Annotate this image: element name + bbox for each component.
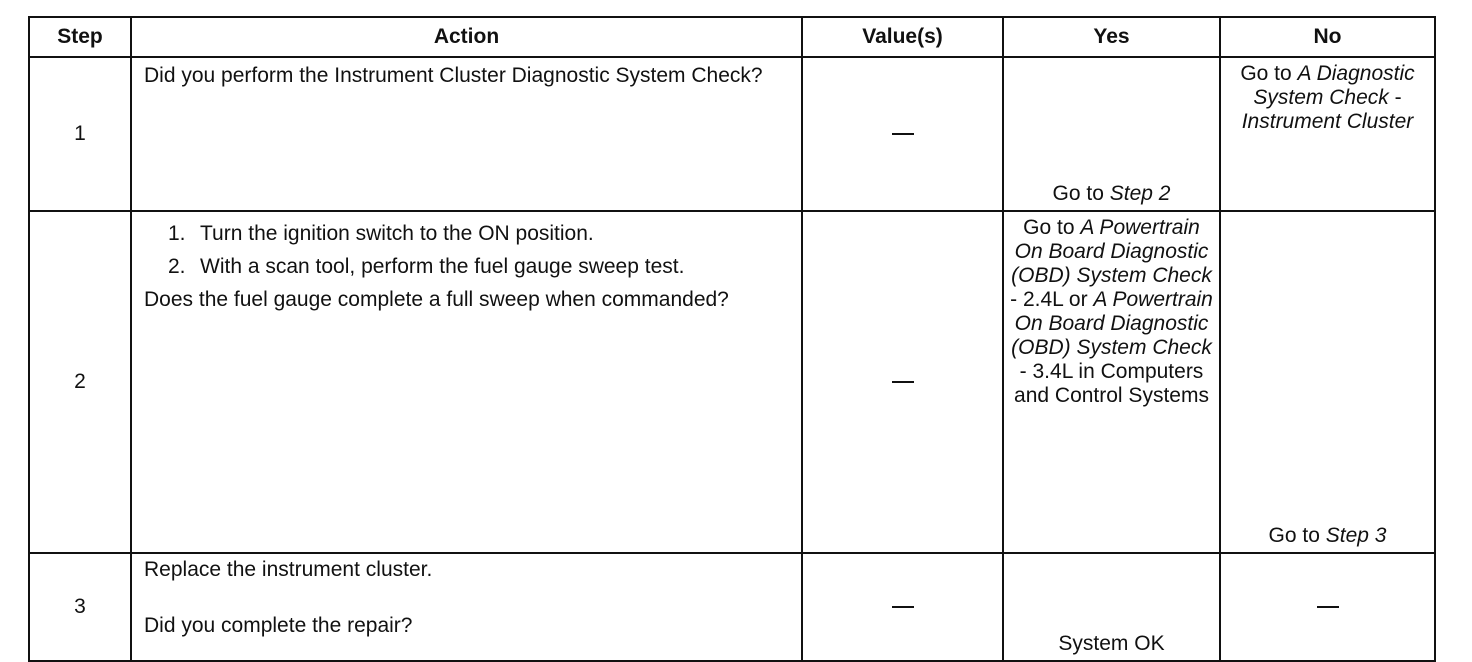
step-number: 3	[29, 553, 131, 661]
value-dash	[892, 133, 914, 135]
action-question: Did you perform the Instrument Cluster Diagnostic System Check?	[144, 64, 763, 87]
diagnostic-table	[28, 16, 1436, 662]
action-instruction: Replace the instrument cluster.	[144, 558, 433, 581]
table-row	[29, 57, 1435, 211]
yes-text: Go to A Powertrain On Board Diagnostic (OBD) System Check - 2.4L or A Powertrain On Board Diagnostic (OBD) System Check - 3.4L in Computers and Control Systems	[1010, 216, 1213, 407]
no-text: Go to A Diagnostic System Check - Instrument Cluster	[1240, 62, 1415, 133]
header-values: Value(s)	[802, 17, 1003, 57]
value-dash	[892, 606, 914, 608]
yes-cell	[1003, 57, 1220, 211]
header-action: Action	[131, 17, 802, 57]
no-cell	[1220, 553, 1435, 661]
list-item: 2. With a scan tool, perform the fuel gauge sweep test.	[168, 255, 685, 278]
action-step-text: With a scan tool, perform the fuel gauge sweep test.	[200, 255, 685, 278]
action-cell	[131, 57, 802, 211]
yes-text: System OK	[1058, 632, 1165, 655]
step-number: 1	[29, 57, 131, 211]
list-item: 1. Turn the ignition switch to the ON position.	[168, 222, 594, 245]
table-row	[29, 211, 1435, 553]
value-cell	[802, 211, 1003, 553]
yes-text: Go to Step 2	[1052, 182, 1171, 205]
value-cell	[802, 57, 1003, 211]
no-text: Go to Step 3	[1268, 524, 1387, 547]
step-number: 2	[29, 211, 131, 553]
action-question: Does the fuel gauge complete a full sweep when commanded?	[144, 288, 729, 311]
value-cell	[802, 553, 1003, 661]
no-cell	[1220, 57, 1435, 211]
value-dash	[892, 381, 914, 383]
action-step-text: Turn the ignition switch to the ON position.	[200, 222, 594, 245]
yes-cell	[1003, 553, 1220, 661]
no-cell	[1220, 211, 1435, 553]
header-yes: Yes	[1003, 17, 1220, 57]
header-row	[29, 17, 1435, 57]
header-step: Step	[29, 17, 131, 57]
action-question: Did you complete the repair?	[144, 614, 413, 637]
table-row	[29, 553, 1435, 661]
no-dash	[1317, 606, 1339, 608]
yes-cell	[1003, 211, 1220, 553]
action-steps-list	[144, 222, 791, 279]
diagnostic-table-container	[28, 16, 1434, 655]
action-cell	[131, 553, 802, 661]
action-cell	[131, 211, 802, 553]
header-no: No	[1220, 17, 1435, 57]
